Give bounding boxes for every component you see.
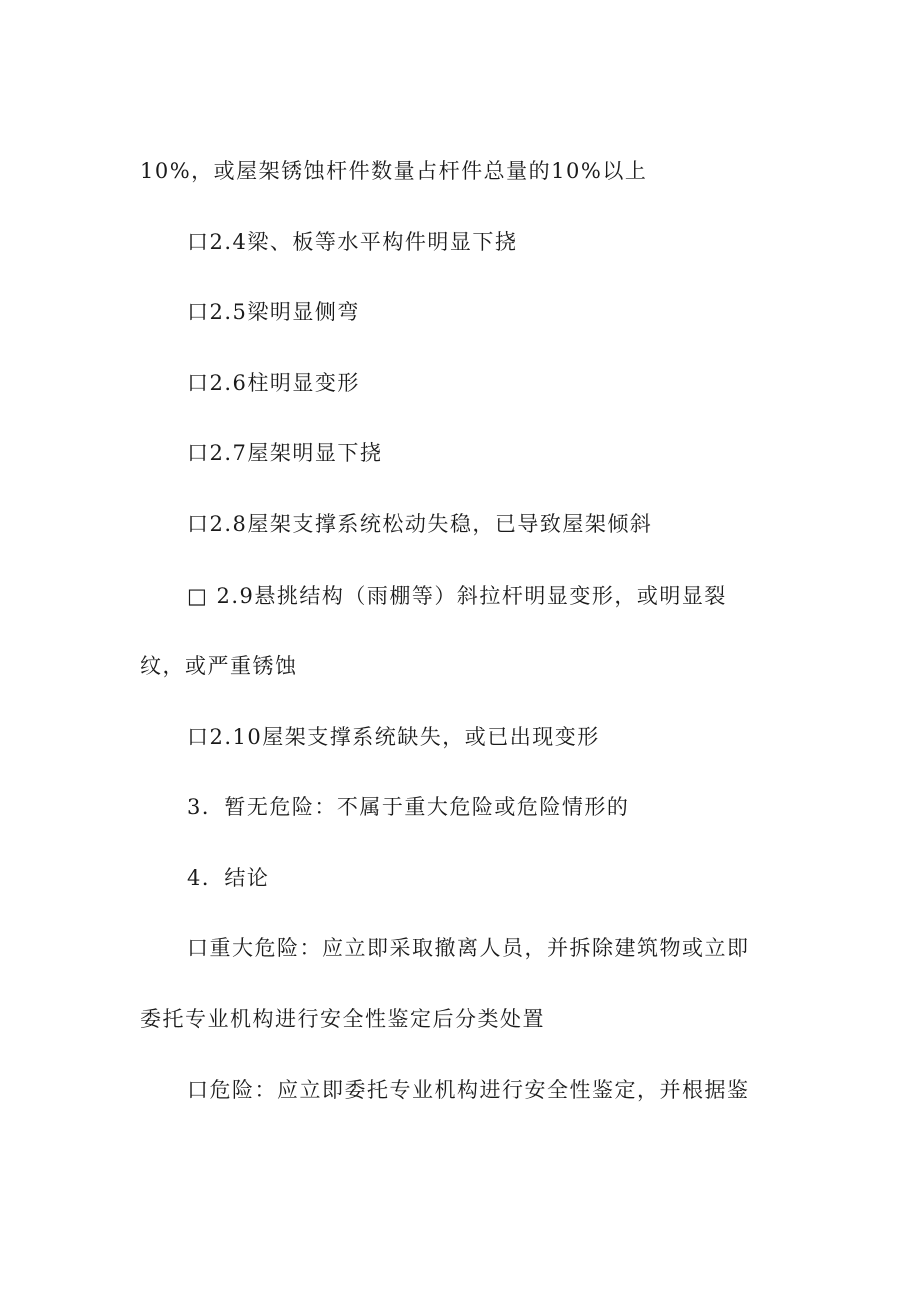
checkbox-item-2-6: 口2.6柱明显变形: [187, 371, 360, 395]
checkbox-item-2-9-continuation: 纹，或严重锈蚀: [140, 654, 298, 678]
checkbox-item-2-7: 口2.7屋架明显下挠: [187, 441, 383, 465]
checkbox-item-2-4: 口2.4梁、板等水平构件明显下挠: [187, 230, 518, 254]
paragraph-line-continuation: 10%，或屋架锈蚀杆件数量占杆件总量的10%以上: [140, 159, 648, 183]
checkbox-item-2-8: 口2.8屋架支撑系统松动失稳，已导致屋架倾斜: [187, 512, 653, 536]
conclusion-major-danger: 口重大危险：应立即采取撤离人员，并拆除建筑物或立即: [187, 936, 750, 960]
conclusion-major-danger-continuation: 委托专业机构进行安全性鉴定后分类处置: [140, 1007, 545, 1031]
checkbox-item-2-5: 口2.5梁明显侧弯: [187, 300, 360, 324]
section-3-heading: 3．暂无危险：不属于重大危险或危险情形的: [187, 795, 630, 819]
section-4-heading: 4．结论: [187, 866, 270, 890]
conclusion-danger: 口危险：应立即委托专业机构进行安全性鉴定，并根据鉴: [187, 1078, 750, 1102]
checkbox-item-2-9: □ 2.9悬挑结构（雨棚等）斜拉杆明显变形，或明显裂: [187, 584, 727, 608]
checkbox-item-2-10: 口2.10屋架支撑系统缺失，或已出现变形: [187, 725, 600, 749]
